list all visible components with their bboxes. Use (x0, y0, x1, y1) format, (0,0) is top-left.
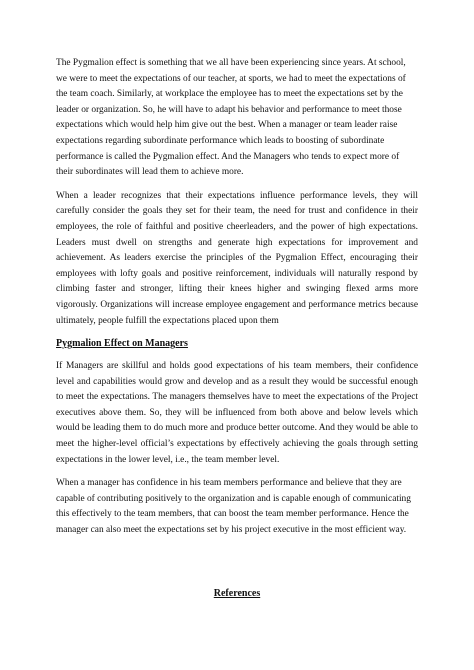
section-heading: Pygmalion Effect on Managers (56, 338, 188, 350)
document-body (56, 56, 418, 547)
paragraph-intro: The Pygmalion effect is something that we all have been experiencing since years. At school, we were to meet the expectations of our teacher, at sports, we had to meet the expectations of the team coach. Similarly, at workplace the employee has to meet the expectations set by the leader or organization. So, he will have to adapt his behavior and performance to meet those expectations which would help him give out the best. When a manager or team leader raise expectations regarding subordinate performance which leads to boosting of subordinate performance is called the Pygmalion effect. And the Managers who tends to expect more of their subordinates will lead them to achieve more. (56, 58, 406, 178)
paragraph-leader: When a leader recognizes that their expectations influence performance levels, they will carefully consider the goals they set for their team, the need for trust and confidence in their employees, the role of faithful and positive cheerleaders, and the power of high expectations. Leaders must dwell on strengths and generate high expectations for improvement and achievement. As leaders exercise the principles of the Pygmalion Effect, encouraging their employees with lofty goals and positive reinforcement, individuals will naturally respond by climbing faster and stronger, lifting their knees higher and swinging flexed arms more vigorously. Organizations will increase employee engagement and performance metrics because ultimately, people fulfill the expectations placed upon them (56, 190, 418, 326)
references-heading: References (213, 588, 261, 599)
paragraph-confidence: When a manager has confidence in his team members performance and believe that they are capable of contributing positively to the organization and is capable enough of communicating this effectively to the team members, that can boost the team member performance. Hence the manager can also meet the expectations set by his project executive in the most efficient way. (56, 478, 411, 536)
paragraph-managers: If Managers are skillful and holds good expectations of his team members, their confidence level and capabilities would grow and develop and as a result they would be successful enough to meet the expectations. The managers themselves have to meet the expectations of the Project executives above them. So, they will be influenced from both above and below levels which would be leading them to do much more and produce better outcome. And they would be able to meet the higher-level official’s expectations by effectively achieving the goals through setting expectations in the lower level, i.e., the team member level. (56, 361, 418, 465)
